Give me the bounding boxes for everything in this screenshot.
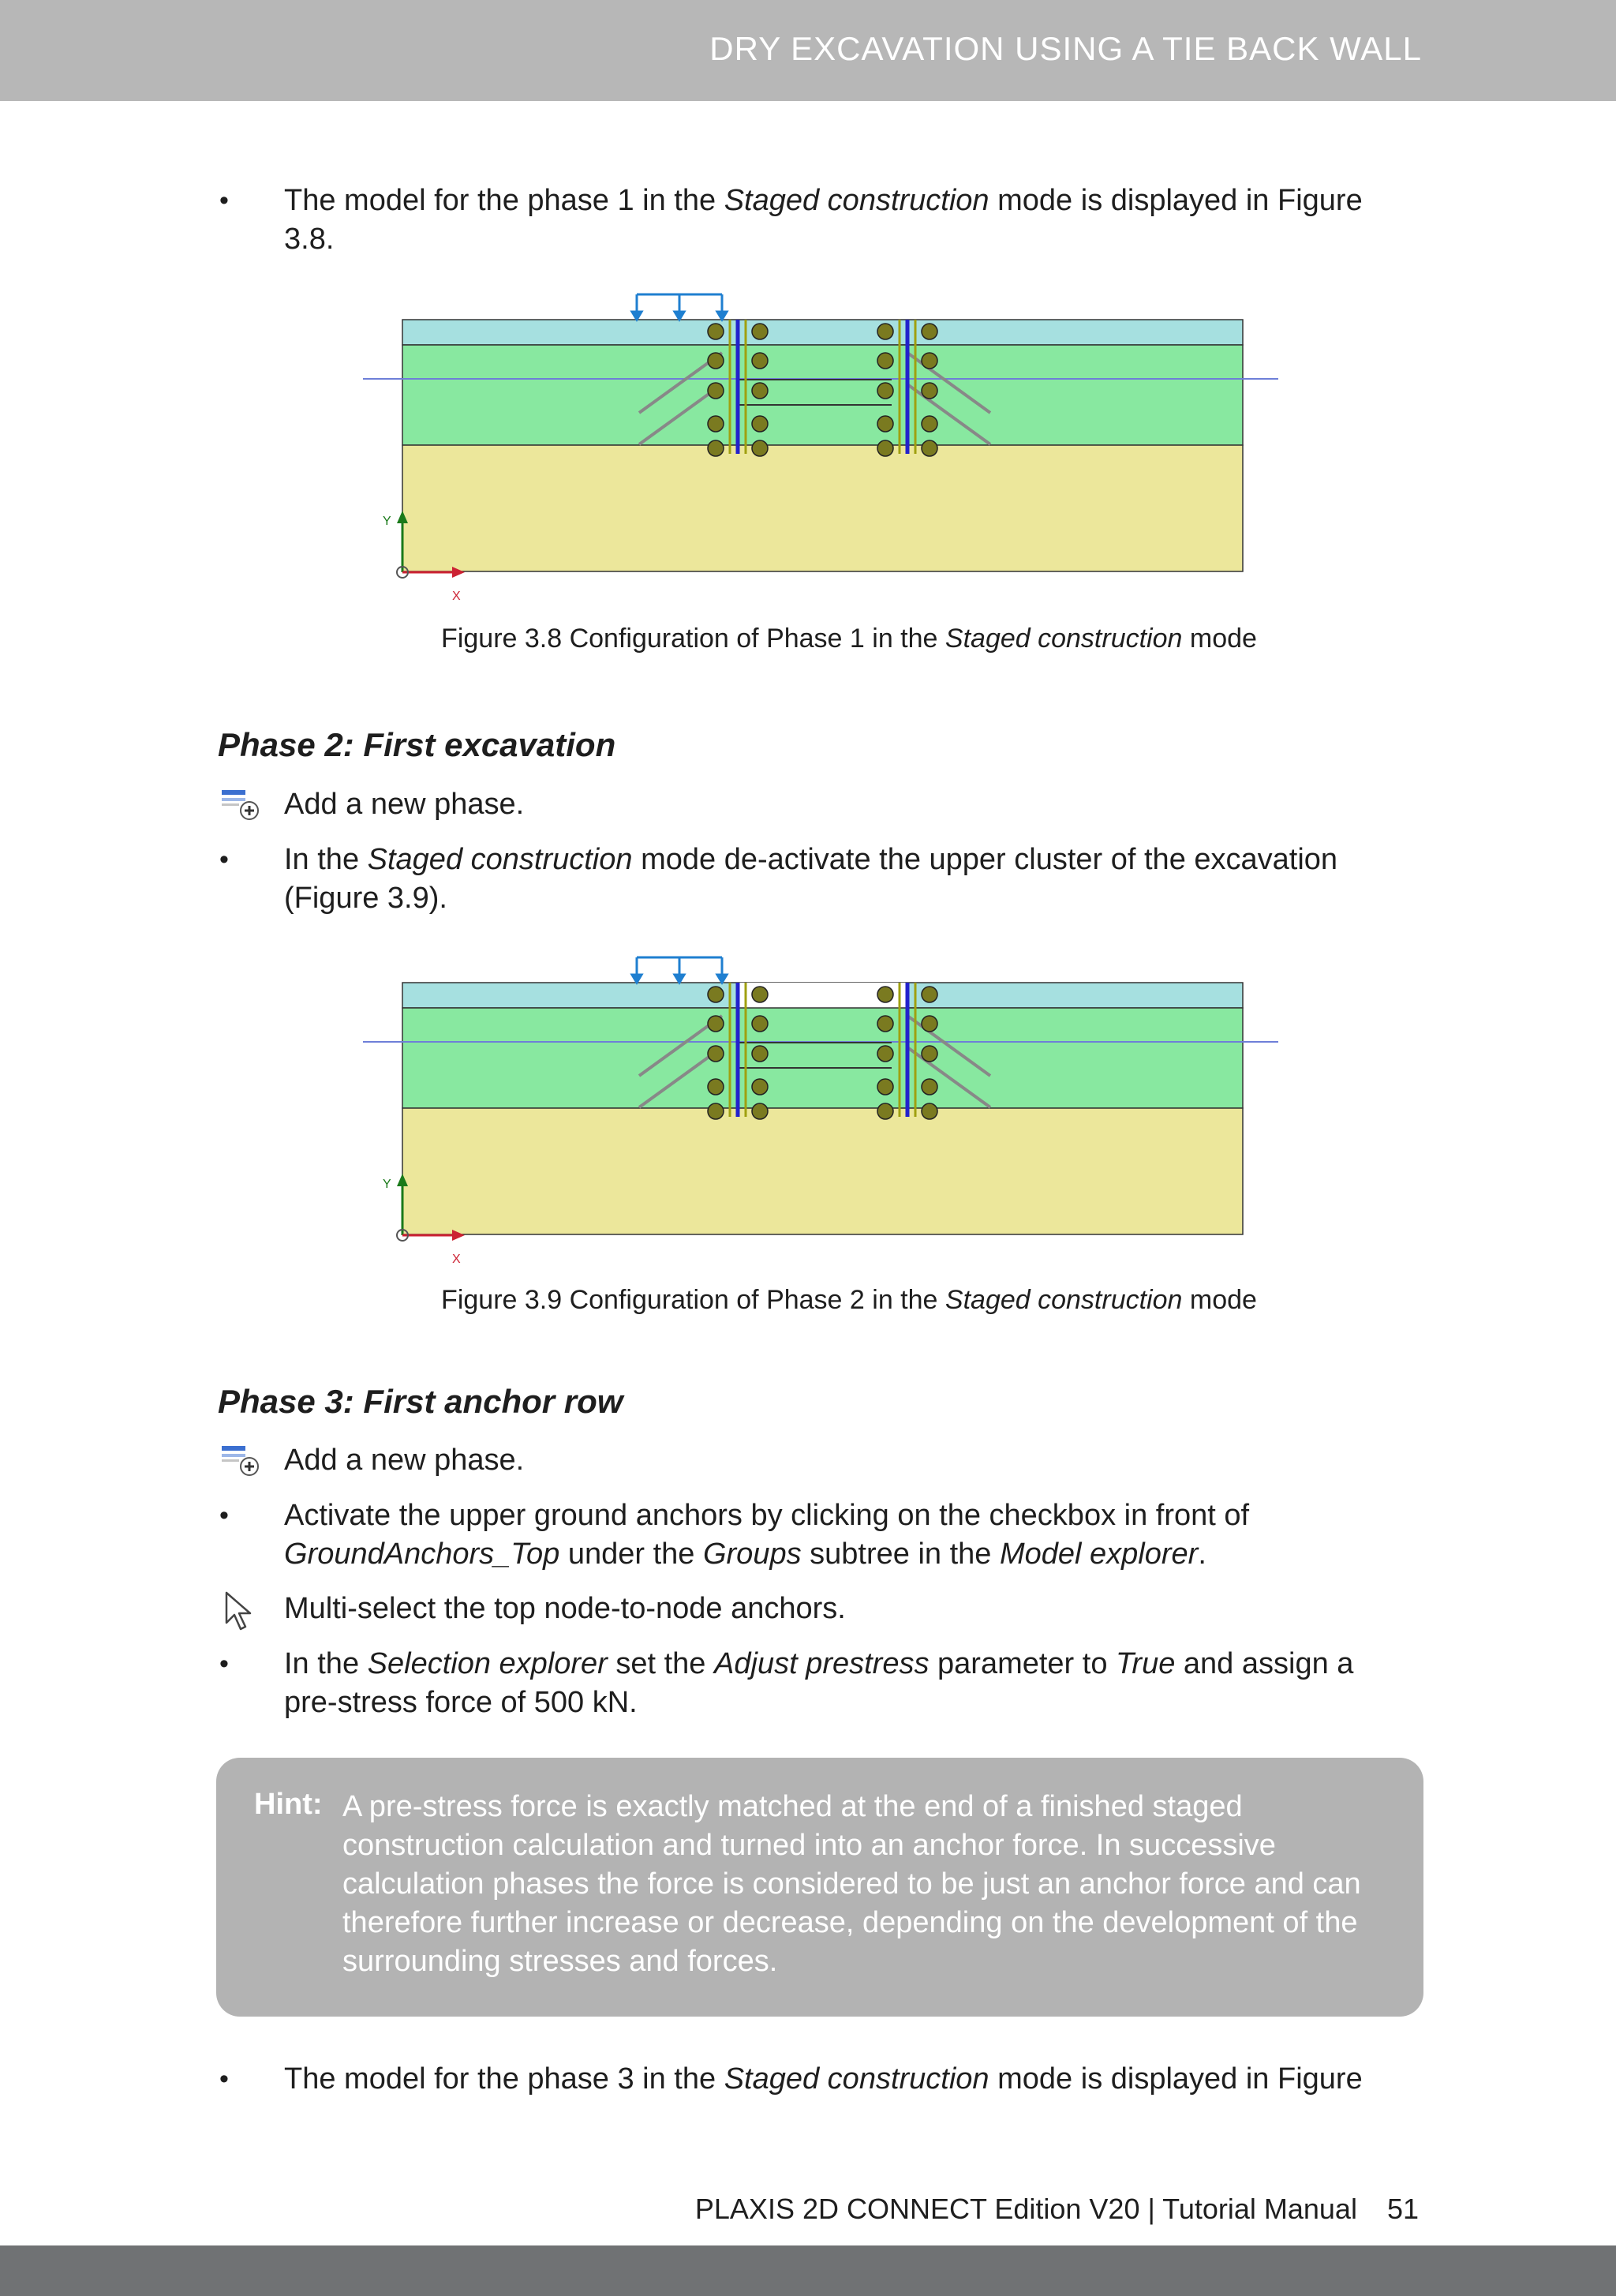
bullet-icon: • (219, 1500, 229, 1530)
figure-caption: Figure 3.9 Configuration of Phase 2 in the Staged construction mode (441, 1285, 1257, 1315)
svg-text:Y: Y (383, 515, 391, 528)
section-heading: Phase 2: First excavation (218, 726, 616, 763)
svg-text:X: X (452, 590, 461, 603)
svg-text:X: X (452, 1253, 461, 1266)
load-arrows (632, 957, 727, 983)
hint-text: A pre-stress force is exactly matched at the end of a finished staged construction calculation and turned into an anchor force. In successive calculation phases the force is considered to be just an anchor force and can therefore further increase or decrease, depending on the development of the surrounding stresses and forces. (342, 1790, 1361, 1978)
hint-label: Hint: (254, 1788, 323, 1821)
bullet-icon: • (219, 2064, 229, 2094)
bullet-icon: • (219, 1649, 229, 1679)
intro-text: The model for the phase 1 in the Staged construction mode is displayed in Figure 3.8. (284, 184, 1363, 256)
select-cursor-icon[interactable] (218, 1590, 265, 1634)
hint-box (216, 1758, 1423, 2017)
add-phase-icon[interactable] (218, 1440, 265, 1479)
figure-3-8 (359, 288, 1290, 612)
figure-caption: Figure 3.8 Configuration of Phase 1 in the Staged construction mode (441, 624, 1257, 654)
section-heading: Phase 3: First anchor row (218, 1383, 623, 1420)
soil-layers (402, 320, 1243, 571)
footer-bar (0, 2245, 1616, 2296)
soil-layers (402, 983, 1243, 1234)
chapter-title: DRY EXCAVATION USING A TIE BACK WALL (709, 30, 1422, 67)
bullet-icon: • (219, 845, 229, 875)
load-arrows (632, 294, 727, 320)
footer-title: PLAXIS 2D CONNECT Edition V20 | Tutorial Manual (694, 2193, 1357, 2225)
header-bar (0, 0, 1616, 101)
figure-3-9 (359, 951, 1290, 1275)
footer (695, 2193, 1419, 2226)
add-phase-icon[interactable] (218, 784, 265, 823)
bullet-icon: • (219, 185, 229, 215)
svg-text:Y: Y (383, 1178, 391, 1191)
page-number: 51 (1386, 2193, 1419, 2225)
